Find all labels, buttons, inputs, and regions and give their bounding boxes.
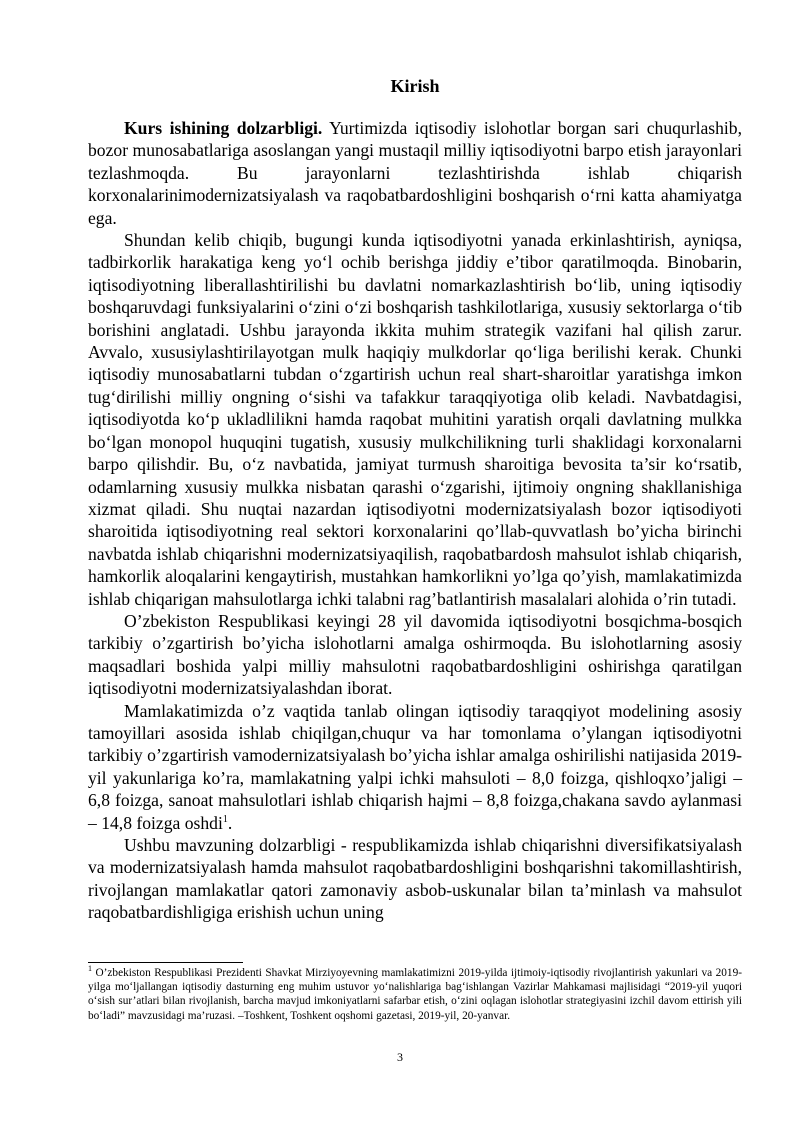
paragraph-reforms xyxy=(88,610,742,700)
paragraph-topic-relevance xyxy=(88,834,742,924)
footnote xyxy=(88,966,742,1023)
document-body xyxy=(88,74,742,924)
page-title: Kirish xyxy=(390,76,440,96)
paragraph-results xyxy=(88,700,742,834)
paragraph-text: Mamlakatimizda o’z vaqtida tanlab olingan iqtisodiy taraqqiyot modelining asosiy tamoyillari asosida ishlab chiqilgan,chuqur va har tomonlama o’ylangan iqtisodiyotni tarkibiy o’zgartirish vamodernizatsiyalash bo’yicha ishlar amalga oshirilishi natijasida 2019-yil yakunlariga ko’ra, mamlakatning yalpi ichki mahsuloti – 8,0 foizga, qishloqxo’jaligi – 6,8 foizga, sanoat mahsulotlari ishlab chiqarish hajmi – 8,8 foizga,chakana savdo aylanmasi – 14,8 foizga oshdi xyxy=(88,700,742,833)
paragraph-text: Yurtimizda iqtisodiy islohotlar borgan sari chuqurlashib, bozor munosabatlariga asoslangan yangi mustaqil milliy iqtisodiyotni barpo etish jarayonlari tezlashmoqda. Bu jarayonlarni tezlashtirishda ishlab chiqarish korxonalarinimodernizatsiyalash va raqobatbardoshligini boshqarish o‘rni katta ahamiyatga ega. xyxy=(88,118,742,228)
paragraph-text-end: . xyxy=(227,812,233,833)
paragraph-lead: Kurs ishining dolzarbligi. xyxy=(124,118,323,138)
footnote-marker: 1 xyxy=(88,964,92,974)
paragraph-text: O’zbekiston Respublikasi keyingi 28 yil davomida iqtisodiyotni bosqichma-bosqich tarkibiy o’zgartirish bo’yicha islohotlarni amalga oshirmoqda. Bu islohotlarning asosiy maqsadlari boshida yalpi milliy mahsulotni raqobatbardoshligini oshirishga qaratilgan iqtisodiyotni modernizatsiyalashdan iborat. xyxy=(88,610,742,699)
paragraph-liberalization xyxy=(88,229,742,610)
paragraph-text: Shundan kelib chiqib, bugungi kunda iqtisodiyotni yanada erkinlashtirish, ayniqsa, tadbirkorlik harakatiga keng yo‘l ochib berishga jiddiy e’tibor qaratilmoqda. Binobarin, iqtisodiyotning liberallashtirilishi bu davlatni nomarkazlashtirish bo‘lib, uning iqtisodiy boshqaruvdagi funksiyalarini o‘zini o‘zi boshqarish tashkilotlariga, xususiy sektorlarga o‘tib borishini anglatadi. Ushbu jarayonda ikkita muhim strategik vazifani hal qilish zarur. Avvalo, xususiylashtirilayotgan mulk haqiqiy mulkdorlar qo‘liga berilishi kerak. Chunki iqtisodiy munosabatlarni tubdan o‘zgartirish uchun real shart-sharoitlar yaratishga imkon tug‘dirilishi milliy ongning o‘sishi va tafakkur taraqqiyotiga olib keladi. Navbatdagisi, iqtisodiyotda ko‘p ukladlilikni hamda raqobat muhitini yaratish orqali davlatning mulkka bo‘lgan monopol huquqini tugatish, xususiy mulkchilikning turli shaklidagi korxonalarni barpo qilishdir. Bu, o‘z navbatida, jamiyat turmush sharoitiga bevosita ta’sir ko‘rsatib, odamlarning xususiy mulkka nisbatan qarashi o‘zgarishi, ijtimoiy ongning shakllanishiga xizmat qiladi. Shu nuqtai nazardan iqtisodiyotni modernizatsiyalash bozor iqtisodiyoti sharoitida iqtisodiyotning real sektori korxonalarini qo’llab-quvvatlash bo’yicha birinchi navbatda ishlab chiqarishni modernizatsiyaqilish, raqobatbardosh mahsulot ishlab chiqarish, hamkorlik aloqalarini kengaytirish, mustahkan hamkorlikni yo’lga qo’yish, mamlakatimizda ishlab chiqarigan mahsulotlarga ichki talabni rag’batlantirish masalalari alohida o’rin tutadi. xyxy=(88,230,742,609)
footnote-separator xyxy=(88,962,243,963)
paragraph-text: Ushbu mavzuning dolzarbligi - respublikamizda ishlab chiqarishni diversifikatsiyalash va modernizatsiyalash hamda mahsulot raqobatbardoshligini boshqarishni takomillashtirish, rivojlangan mamlakatlar qatori zamonaviy asbob-uskunalar bilan ta’minlash va mahsulot raqobatbardishligiga erishish uchun uning xyxy=(88,835,742,923)
footnote-text: O’zbekiston Respublikasi Prezidenti Shavkat Mirziyoyevning mamlakatimizni 2019-yilda ijtimoiy-iqtisodiy rivojlantirish yakunlari va 2019-yilga mo‘ljallangan iqtisodiy dasturning eng muhim ustuvor yo‘nalishlariga bag‘ishlangan Vazirlar Mahkamasi majlisidagi “2019-yil yuqori o‘sish sur’atlari bilan rivojlanish, barcha mavjud imkoniyatlarni safarbar etish, o‘zini oqlagan islohotlar strategiyasini izchil davom ettirish yili bo‘ladi” mavzusidagi ma’ruzasi. –Toshkent, Toshkent oqshomi gazetasi, 2019-yil, 20-yanvar. xyxy=(88,967,742,1022)
page-number: 3 xyxy=(397,1050,403,1064)
footnote-reference[interactable]: 1 xyxy=(222,813,228,825)
paragraph-relevance xyxy=(88,117,742,229)
